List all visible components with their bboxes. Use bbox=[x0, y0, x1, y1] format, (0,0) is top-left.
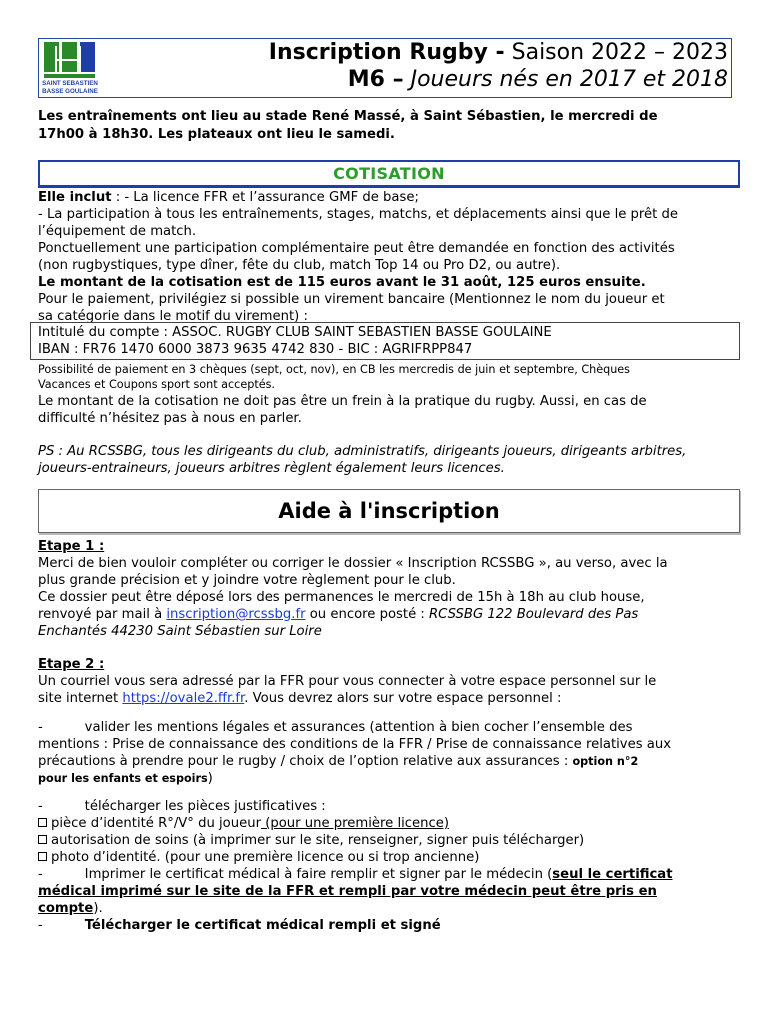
checkbox-icon bbox=[38, 818, 47, 827]
cotisation-line: Pour le paiement, privilégiez si possible un virement bancaire (Mentionnez le nom du joueur et bbox=[38, 292, 665, 307]
mentions-text: - valider les mentions légales et assurances (attention à bien cocher l’ensemble des bbox=[38, 720, 633, 735]
cotisation-line: (non rugbystiques, type dîner, fête du club, match Top 14 ou Pro D2, ou autre). bbox=[38, 258, 561, 273]
intro-line-2: 17h00 à 18h30. Les plateaux ont lieu le samedi. bbox=[38, 127, 395, 142]
iban: IBAN : FR76 1470 6000 3873 9635 4742 830 - BIC : AGRIFRPP847 bbox=[38, 342, 473, 357]
cotisation-line: Ponctuellement une participation complémentaire peut être demandée en fonction des activités bbox=[38, 241, 675, 256]
cotisation-inclut: Elle inclut : - La licence FFR et l’assurance GMF de base; bbox=[38, 190, 419, 205]
etape-2-text: Un courriel vous sera adressé par la FFR pour vous connecter à votre espace personnel sur le bbox=[38, 674, 657, 689]
certificat-text: médical imprimé sur le site de la FFR et rempli par votre médecin peut être pris en bbox=[38, 884, 657, 899]
etape-2-text: site internet https://ovale2.ffr.fr. Vous devrez alors sur votre espace personnel : bbox=[38, 691, 562, 706]
cotisation-line: l’équipement de match. bbox=[38, 224, 197, 239]
etape-1-label: Etape 1 : bbox=[38, 539, 105, 554]
aide-section-header bbox=[38, 489, 740, 533]
svg-text:SAINT SEBASTIEN: SAINT SEBASTIEN bbox=[42, 80, 98, 87]
club-logo bbox=[40, 40, 100, 96]
cotisation-title: COTISATION bbox=[333, 164, 445, 183]
payment-options: Vacances et Coupons sport sont acceptés. bbox=[38, 378, 275, 391]
etape-1-text: plus grande précision et y joindre votre règlement pour le club. bbox=[38, 573, 456, 588]
etape-1-text: Merci de bien vouloir compléter ou corriger le dossier « Inscription RCSSBG », au verso, avec la bbox=[38, 556, 668, 571]
account-name: Intitulé du compte : ASSOC. RUGBY CLUB SAINT SEBASTIEN BASSE GOULAINE bbox=[38, 325, 552, 340]
page-title: Inscription Rugby - Saison 2022 – 2023 bbox=[268, 40, 728, 65]
certificat-text: - Imprimer le certificat médical à faire remplir et signer par le médecin (seul le certificat bbox=[38, 867, 673, 882]
page-subtitle: M6 – Joueurs nés en 2017 et 2018 bbox=[347, 67, 728, 92]
frein-text: difficulté n’hésitez pas à nous en parler. bbox=[38, 411, 302, 426]
mentions-text: pour les enfants et espoirs) bbox=[38, 771, 213, 786]
checkbox-icon bbox=[38, 835, 47, 844]
intro-line-1: Les entraînements ont lieu au stade René Massé, à Saint Sébastien, le mercredi de bbox=[38, 109, 658, 124]
etape-1-text: Ce dossier peut être déposé lors des permanences le mercredi de 15h à 18h au club house, bbox=[38, 590, 645, 605]
justificatif-item: photo d’identité. (pour une première licence ou si trop ancienne) bbox=[38, 849, 479, 866]
aide-title: Aide à l'inscription bbox=[278, 499, 500, 523]
certificat-text: compte). bbox=[38, 901, 103, 916]
cotisation-section-header bbox=[38, 160, 740, 188]
checkbox-icon bbox=[38, 852, 47, 861]
etape-2-label: Etape 2 : bbox=[38, 657, 105, 672]
mentions-text: mentions : Prise de connaissance des conditions de la FFR / Prise de connaissance relatives aux bbox=[38, 737, 672, 752]
svg-text:BASSE GOULAINE: BASSE GOULAINE bbox=[42, 88, 98, 95]
cotisation-line: sa catégorie dans le motif du virement) : bbox=[38, 309, 308, 324]
cotisation-montant: Le montant de la cotisation est de 115 euros avant le 31 août, 125 euros ensuite. bbox=[38, 275, 646, 290]
email-link[interactable]: inscription@rcssbg.fr bbox=[166, 607, 306, 622]
ps-note: PS : Au RCSSBG, tous les dirigeants du club, administratifs, dirigeants joueurs, dirigeants arbitres, bbox=[38, 444, 687, 459]
ffr-site-link[interactable]: https://ovale2.ffr.fr bbox=[122, 691, 245, 706]
payment-options: Possibilité de paiement en 3 chèques (sept, oct, nov), en CB les mercredis de juin et septembre, Chèques bbox=[38, 363, 631, 376]
justificatif-item: pièce d’identité R°/V° du joueur (pour une première licence) bbox=[38, 815, 449, 832]
justificatif-item: autorisation de soins (à imprimer sur le site, renseigner, signer puis télécharger) bbox=[38, 832, 584, 849]
justificatifs-text: - télécharger les pièces justificatives : bbox=[38, 799, 326, 814]
ps-note: joueurs-entraineurs, joueurs arbitres règlent également leurs licences. bbox=[38, 461, 505, 476]
telecharger-certificat: - Télécharger le certificat médical rempli et signé bbox=[38, 918, 441, 933]
etape-1-text: Enchantés 44230 Saint Sébastien sur Loire bbox=[38, 624, 322, 639]
cotisation-line: - La participation à tous les entraînements, stages, matchs, et déplacements ainsi que le prêt de bbox=[38, 207, 679, 222]
frein-text: Le montant de la cotisation ne doit pas être un frein à la pratique du rugby. Aussi, en cas de bbox=[38, 394, 647, 409]
mentions-text: précautions à prendre pour le rugby / choix de l’option relative aux assurances : option n°2 bbox=[38, 754, 639, 769]
etape-1-text: renvoyé par mail à inscription@rcssbg.fr ou encore posté : RCSSBG 122 Boulevard des Pas bbox=[38, 607, 639, 622]
